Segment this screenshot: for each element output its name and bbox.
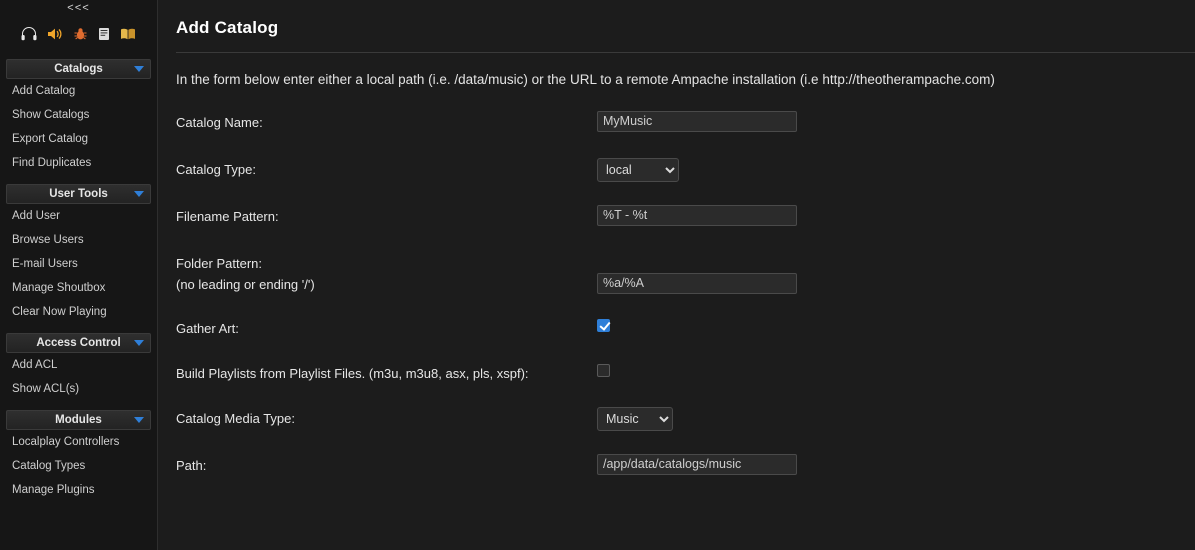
label-folder-pattern (176, 252, 597, 293)
chevron-down-icon (134, 417, 144, 423)
sidebar-collapse-button[interactable] (0, 0, 157, 18)
sidebar-list-access-control (0, 353, 157, 401)
field-catalog-type (597, 158, 1195, 182)
sidebar (0, 0, 158, 550)
sidebar-item-export-catalog[interactable]: Export Catalog (12, 133, 89, 145)
label-catalog-name: Catalog Name: (176, 114, 263, 130)
sidebar-item-show-acls[interactable]: Show ACL(s) (12, 383, 80, 395)
sidebar-list-modules (0, 430, 157, 502)
sidebar-section-modules[interactable] (6, 410, 151, 430)
sidebar-item-add-user[interactable]: Add User (12, 210, 60, 222)
sidebar-collapse-label: <<< (67, 3, 90, 15)
label-catalog-type: Catalog Type: (176, 161, 256, 177)
label-path: Path: (176, 457, 207, 473)
chevron-down-icon (134, 191, 144, 197)
field-filename-pattern (597, 205, 1195, 226)
page-title: Add Catalog (176, 18, 279, 37)
sidebar-section-modules-label: Modules (55, 414, 102, 426)
sidebar-item-add-catalog[interactable]: Add Catalog (12, 85, 76, 97)
document-icon[interactable] (120, 27, 136, 43)
sidebar-item-show-catalogs[interactable]: Show Catalogs (12, 109, 90, 121)
label-folder-pattern-hint: (no leading or ending '/') (176, 276, 315, 292)
sidebar-section-user-tools-label: User Tools (49, 188, 108, 200)
book-icon[interactable] (98, 27, 110, 43)
main-content (158, 0, 1195, 550)
build-playlists-checkbox[interactable] (597, 364, 610, 377)
row-filename-pattern (176, 205, 1195, 229)
catalog-type-select[interactable] (597, 158, 679, 182)
sidebar-section-access-control-label: Access Control (36, 337, 121, 349)
sidebar-item-catalog-types[interactable]: Catalog Types (12, 460, 86, 472)
sidebar-item-localplay-controllers[interactable]: Localplay Controllers (12, 436, 120, 448)
add-catalog-form (176, 107, 1195, 478)
field-gather-art (597, 317, 1195, 337)
field-path (597, 454, 1195, 475)
label-folder-pattern-main: Folder Pattern: (176, 255, 262, 271)
row-catalog-type (176, 158, 1195, 182)
row-catalog-media-type (176, 407, 1195, 431)
label-catalog-media-type: Catalog Media Type: (176, 410, 295, 426)
sidebar-item-manage-plugins[interactable]: Manage Plugins (12, 484, 95, 496)
field-catalog-name (597, 111, 1195, 132)
field-folder-pattern (597, 252, 1195, 294)
sidebar-item-add-acl[interactable]: Add ACL (12, 359, 58, 371)
speaker-icon[interactable] (47, 27, 63, 43)
headphones-icon[interactable] (21, 27, 37, 43)
sidebar-icon-row (0, 18, 157, 50)
row-path (176, 454, 1195, 478)
row-gather-art (176, 317, 1195, 341)
intro-text: In the form below enter either a local path (i.e. /data/music) or the URL to a remote Ampache installation (i.e http://theotherampache.com) (176, 72, 995, 87)
filename-pattern-input[interactable] (597, 205, 797, 226)
sidebar-section-catalogs-label: Catalogs (54, 63, 103, 75)
bug-icon[interactable] (73, 27, 88, 43)
sidebar-item-find-duplicates[interactable]: Find Duplicates (12, 157, 92, 169)
chevron-down-icon (134, 66, 144, 72)
chevron-down-icon (134, 340, 144, 346)
sidebar-list-catalogs (0, 79, 157, 175)
field-build-playlists (597, 362, 1195, 382)
sidebar-item-clear-now-playing[interactable]: Clear Now Playing (12, 306, 107, 318)
path-input[interactable] (597, 454, 797, 475)
sidebar-item-email-users[interactable]: E-mail Users (12, 258, 78, 270)
sidebar-item-manage-shoutbox[interactable]: Manage Shoutbox (12, 282, 106, 294)
folder-pattern-input[interactable] (597, 273, 797, 294)
label-gather-art: Gather Art: (176, 320, 239, 336)
row-folder-pattern (176, 252, 1195, 294)
label-build-playlists: Build Playlists from Playlist Files. (m3u, m3u8, asx, pls, xspf): (176, 365, 529, 381)
sidebar-section-catalogs[interactable] (6, 59, 151, 79)
sidebar-list-user-tools (0, 204, 157, 324)
row-catalog-name (176, 111, 1195, 135)
catalog-media-type-select[interactable] (597, 407, 673, 431)
sidebar-section-user-tools[interactable] (6, 184, 151, 204)
sidebar-item-browse-users[interactable]: Browse Users (12, 234, 84, 246)
catalog-name-input[interactable] (597, 111, 797, 132)
sidebar-section-access-control[interactable] (6, 333, 151, 353)
field-catalog-media-type (597, 407, 1195, 431)
label-filename-pattern: Filename Pattern: (176, 208, 279, 224)
gather-art-checkbox[interactable] (597, 319, 610, 332)
row-build-playlists (176, 362, 1195, 386)
